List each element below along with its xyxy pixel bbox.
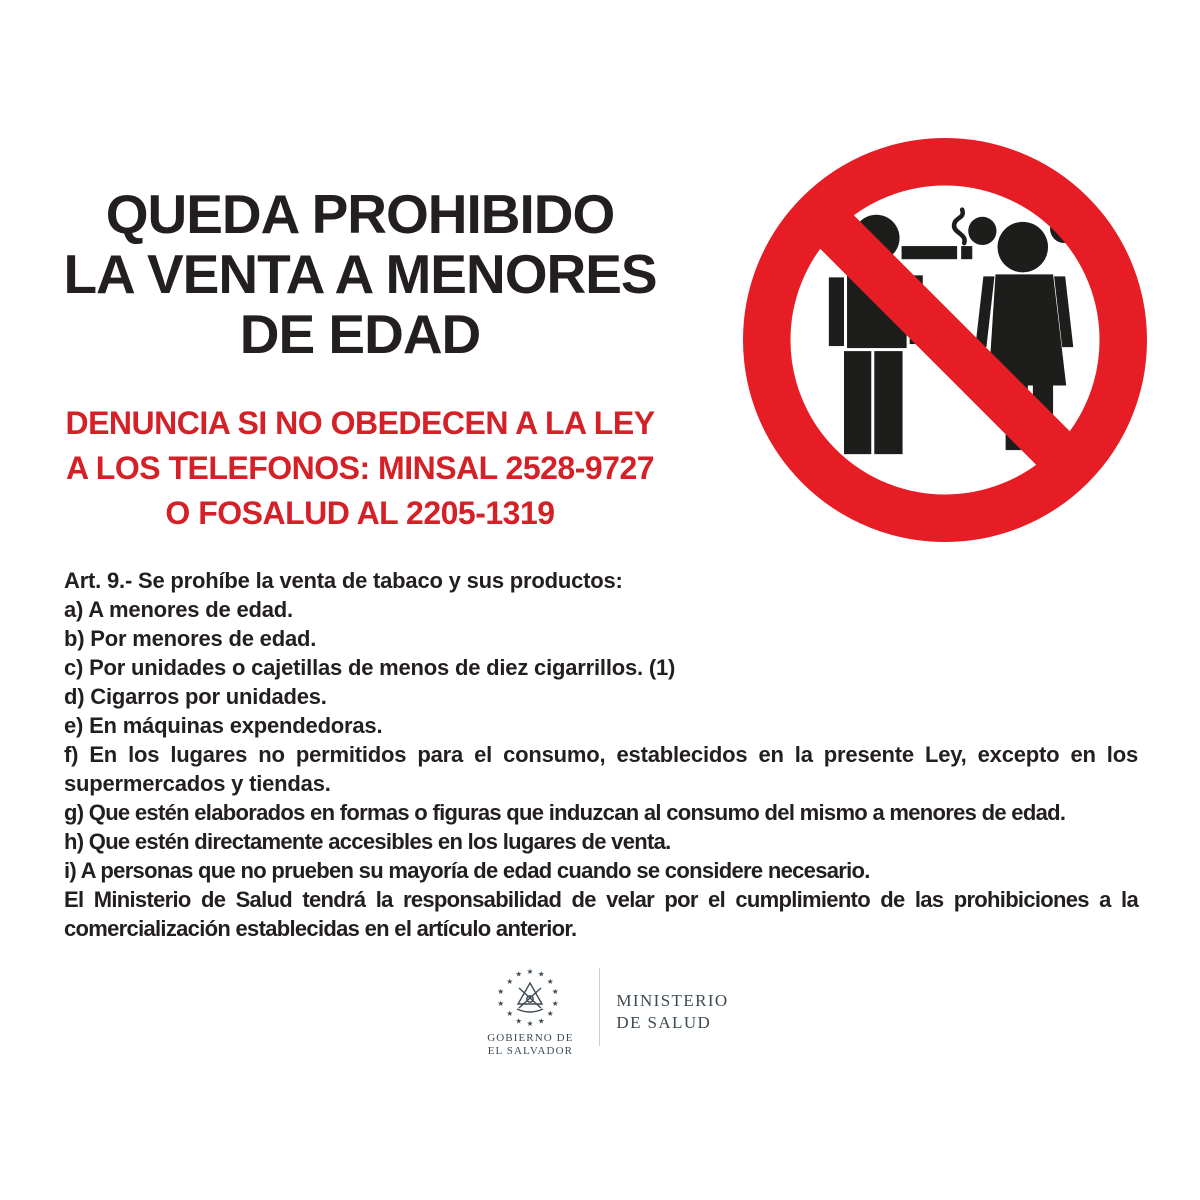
svg-text:★: ★	[497, 987, 505, 997]
title-line-1: QUEDA PROHIBIDO	[105, 183, 615, 245]
article-item-h: h) Que estén directamente accesibles en los lugares de venta.	[64, 829, 671, 854]
alert-text	[58, 401, 662, 536]
el-salvador-coat-of-arms-icon	[494, 966, 566, 1030]
article-item-c: c) Por unidades o cajetillas de menos de diez cigarrillos. (1)	[64, 655, 676, 680]
svg-text:★: ★	[515, 969, 523, 979]
svg-text:★: ★	[538, 1016, 546, 1026]
svg-text:★: ★	[527, 967, 534, 976]
article-item-f: f) En los lugares no permitidos para el consumo, establecidos en la presente Ley, excepto en los supermercados y tiendas.	[64, 742, 1138, 796]
cigarette-icon	[902, 210, 973, 259]
alert-line-1: DENUNCIA SI NO OBEDECEN A LA LEY	[65, 405, 655, 441]
svg-text:★: ★	[506, 1009, 514, 1019]
article-item-e: e) En máquinas expendedoras.	[64, 713, 383, 738]
government-crest	[471, 966, 589, 1058]
svg-text:★: ★	[547, 1009, 555, 1019]
article-item-i: i) A personas que no prueben su mayoría de edad cuando se considere necesario.	[64, 858, 870, 883]
svg-text:★: ★	[547, 976, 555, 986]
title-line-2: LA VENTA A MENORES	[63, 243, 657, 305]
article-item-g: g) Que estén elaborados en formas o figuras que induzcan al consumo del mismo a menores de edad.	[64, 800, 1066, 825]
page-title	[58, 184, 662, 364]
article-closing: El Ministerio de Salud tendrá la responsabilidad de velar por el cumplimiento de las prohibiciones a la comercialización establecidas en el artículo anterior.	[64, 887, 1138, 941]
svg-text:★: ★	[515, 1016, 523, 1026]
government-label: GOBIERNO DE EL SALVADOR	[487, 1032, 574, 1057]
smoke-icon	[954, 210, 965, 243]
article-item-d: d) Cigarros por unidades.	[64, 684, 327, 709]
alert-line-2: A LOS TELEFONOS: MINSAL 2528-9727	[65, 450, 655, 486]
article-item-a: a) A menores de edad.	[64, 597, 293, 622]
title-line-3: DE EDAD	[239, 303, 481, 365]
article-item-b: b) Por menores de edad.	[64, 626, 317, 651]
article-text	[64, 566, 1138, 943]
ministry-label: MINISTERIO DE SALUD	[616, 991, 729, 1032]
svg-text:★: ★	[538, 969, 546, 979]
svg-text:★: ★	[506, 976, 514, 986]
svg-text:★: ★	[552, 987, 560, 997]
no-smoking-minors-prohibition-icon	[743, 138, 1147, 542]
footer-branding	[0, 966, 1200, 1058]
footer-divider	[599, 968, 600, 1046]
svg-text:★: ★	[527, 1019, 534, 1028]
svg-text:★: ★	[552, 998, 560, 1008]
article-intro: Art. 9.- Se prohíbe la venta de tabaco y sus productos:	[64, 568, 623, 593]
svg-text:★: ★	[497, 998, 505, 1008]
alert-line-3: O FOSALUD AL 2205-1319	[165, 495, 555, 531]
